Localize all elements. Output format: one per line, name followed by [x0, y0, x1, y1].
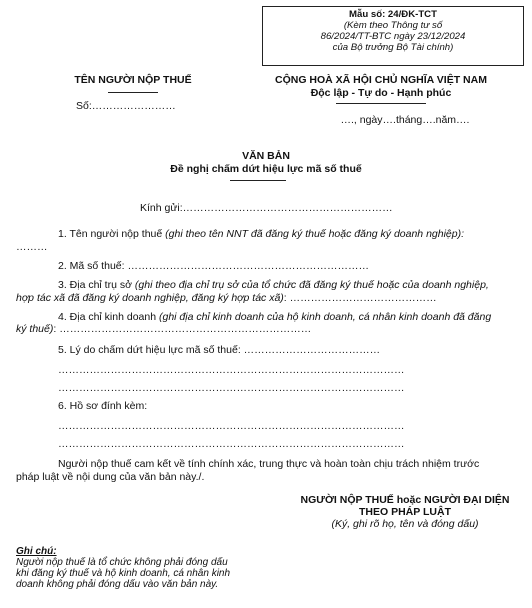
commitment-statement-cont: pháp luật về nội dung của văn bản này./. — [16, 471, 205, 483]
fill-dots: : …………………………………… — [283, 292, 437, 304]
signatory-title: NGƯỜI NỘP THUẾ hoặc NGƯỜI ĐẠI DIỆN — [300, 494, 510, 506]
signatory-title-cont: THEO PHÁP LUẬT — [359, 506, 451, 518]
divider — [230, 180, 286, 181]
item-label: 1. Tên người nộp thuế — [58, 228, 166, 240]
date-line: …., ngày….tháng….năm…. — [340, 114, 470, 126]
item-head-office-address — [58, 279, 489, 291]
item-label: 3. Địa chỉ trụ sở — [58, 279, 135, 291]
form-reference-line: 86/2024/TT-BTC ngày 23/12/2024 — [320, 31, 466, 42]
fill-dots: ……………………………………………………………………………………… — [58, 382, 405, 394]
item-instruction: (ghi theo địa chỉ trụ sở của tổ chức đã đăng ký thuế hoặc của doanh nghiệp, — [134, 279, 489, 291]
item-business-address-cont — [16, 323, 311, 335]
item-head-office-address-cont — [16, 292, 437, 304]
item-taxpayer-name — [58, 228, 464, 240]
item-termination-reason: 5. Lý do chấm dứt hiệu lực mã số thuế: ………………………………… — [58, 344, 381, 356]
fill-dots: ……………………………………………………………………………………… — [58, 438, 405, 450]
signature-instruction: (Ký, ghi rõ họ, tên và đóng dấu) — [331, 518, 479, 530]
fill-dots: ……………………………………………………………………………………… — [58, 364, 405, 376]
taxpayer-name-heading: TÊN NGƯỜI NỘP THUẾ — [74, 74, 192, 86]
commitment-statement: Người nộp thuế cam kết về tính chính xác, trung thực và hoàn toàn chịu trách nhiệm trước — [58, 458, 480, 470]
divider — [336, 103, 426, 104]
document-number: Số:…………………… — [76, 100, 176, 112]
item-instruction: (ghi địa chỉ kinh doanh của hộ kinh doanh, cá nhân kinh doanh đã đăng — [158, 311, 492, 323]
item-business-address — [58, 311, 491, 323]
note-heading: Ghi chú: — [16, 546, 57, 557]
item-attachments: 6. Hồ sơ đính kèm: — [58, 400, 148, 412]
item-instruction: hợp tác xã đã đăng ký doanh nghiệp, đăng ký hợp tác xã) — [16, 292, 284, 304]
form-reference-line: (Kèm theo Thông tư số — [343, 20, 443, 31]
form-code: Mẫu số: 24/ĐK-TCT — [349, 9, 437, 20]
signature-block — [280, 494, 530, 530]
nation-name: CỘNG HOÀ XÃ HỘI CHỦ NGHĨA VIỆT NAM — [275, 74, 487, 86]
form-code-box — [262, 6, 524, 66]
item-instruction: ký thuế) — [16, 323, 54, 335]
recipient-line: Kính gửi:…………………………………………………… — [140, 202, 393, 214]
document-title — [0, 150, 532, 176]
form-reference-line: của Bộ trưởng Bộ Tài chính) — [332, 42, 454, 53]
item-instruction: (ghi theo tên NNT đã đăng ký thuế hoặc đăng ký doanh nghiệp): — [165, 228, 465, 240]
national-motto: Độc lập - Tự do - Hạnh phúc — [310, 87, 452, 99]
title-sub: Đề nghị chấm dứt hiệu lực mã số thuế — [170, 163, 362, 175]
fill-dots: ……… — [16, 241, 48, 253]
fill-dots: ……………………………………………………………………………………… — [58, 420, 405, 432]
item-tax-code: 2. Mã số thuế: …………………………………………………………… — [58, 260, 369, 272]
title-main: VĂN BẢN — [242, 150, 290, 162]
national-header — [250, 74, 512, 100]
footnote — [16, 546, 286, 590]
note-line: Người nộp thuế là tổ chức không phải đóng dấu — [16, 557, 228, 568]
fill-dots: : ……………………………………………………………… — [53, 323, 312, 335]
note-line: khi đăng ký thuế và hộ kinh doanh, cá nhân kinh — [16, 568, 231, 579]
note-line: doanh không phải đóng dấu vào văn bản này. — [16, 579, 219, 590]
item-label: 4. Địa chỉ kinh doanh — [58, 311, 159, 323]
divider — [108, 92, 158, 93]
